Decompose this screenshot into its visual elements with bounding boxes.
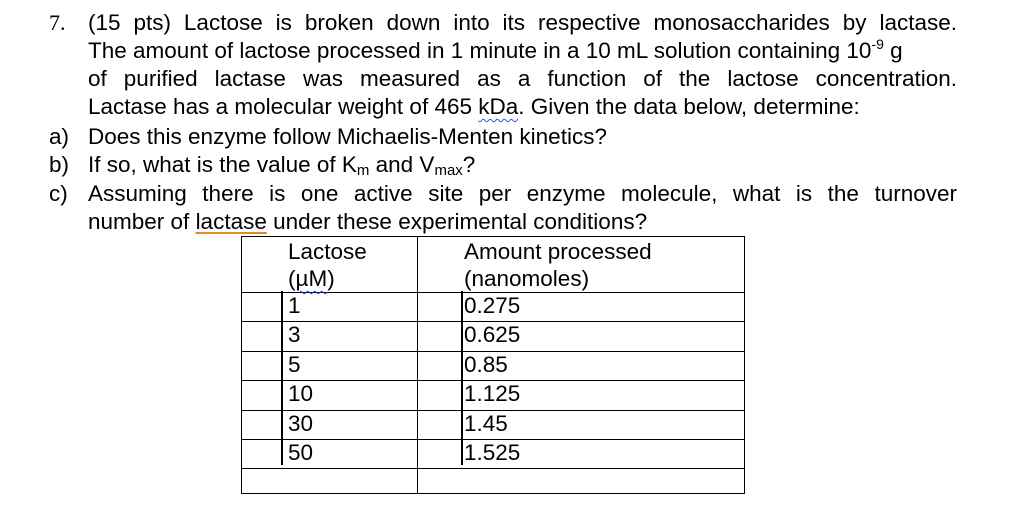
table-row — [242, 381, 745, 410]
header-lactose-label: Lactose — [288, 239, 367, 264]
header-lactose-unit — [288, 265, 417, 292]
part-c-marker: c) — [49, 181, 68, 206]
part-b-text-3: ? — [462, 152, 476, 177]
question-intro-4: Lactase has a molecular weight of 465 — [88, 94, 479, 119]
part-c-text-2b: under these experimental conditions? — [266, 209, 648, 234]
part-a-text: Does this enzyme follow Michaelis-Menten kinetics? — [88, 124, 607, 149]
question-number: 7. — [49, 10, 66, 35]
cell-amount — [418, 469, 745, 494]
question-line-4 — [88, 93, 860, 121]
table-header-row — [242, 237, 745, 293]
unit-open-paren: ( — [288, 266, 296, 291]
data-table — [241, 236, 745, 494]
header-amount-label: Amount processed — [464, 239, 652, 264]
table-row — [242, 439, 745, 468]
part-b-text — [88, 151, 475, 179]
question-intro-1: Lactose is broken down into its respective monosaccharides by lactase. — [183, 10, 957, 35]
question-intro-2: The amount of lactose processed in 1 minute in a 10 mL solution containing 10 — [88, 38, 872, 63]
cell-amount: 0.85 — [418, 351, 745, 380]
question-line-1 — [88, 9, 957, 37]
cell-lactose: 1 — [242, 293, 418, 322]
cell-amount: 0.625 — [418, 322, 745, 351]
question-line-2 — [88, 37, 960, 65]
header-amount — [418, 237, 745, 293]
table-row — [242, 351, 745, 380]
vmax-subscript: max — [434, 162, 463, 179]
cell-lactose: 3 — [242, 322, 418, 351]
cell-lactose: 5 — [242, 351, 418, 380]
kda-word: kDa — [478, 94, 519, 119]
part-c-line-1 — [88, 180, 957, 208]
cell-amount: 0.275 — [418, 293, 745, 322]
header-amount-unit: (nanomoles) — [464, 266, 590, 291]
table-row — [242, 410, 745, 439]
kda-period: . — [518, 94, 525, 119]
question-points: (15 pts) — [88, 10, 171, 35]
cell-amount: 1.45 — [418, 410, 745, 439]
km-subscript: m — [356, 162, 370, 179]
inner-rule-left — [281, 291, 283, 465]
cell-lactose: 10 — [242, 381, 418, 410]
part-c-line-2 — [88, 208, 647, 236]
unit-g: g — [890, 38, 903, 63]
cell-amount: 1.525 — [418, 439, 745, 468]
unit-um: µM — [295, 266, 328, 291]
part-b-marker: b) — [49, 152, 70, 177]
question-intro-5: Given the data below, determine: — [530, 94, 860, 119]
question-line-3 — [88, 65, 957, 93]
question-intro-3: of purified lactase was measured as a function of the lactose concentration. — [88, 66, 957, 91]
inner-rule-right — [461, 291, 463, 465]
table-row — [242, 322, 745, 351]
cell-lactose: 30 — [242, 410, 418, 439]
header-lactose — [242, 237, 418, 293]
part-a-marker: a) — [49, 124, 70, 149]
table-row-blank — [242, 469, 745, 494]
lactase-word: lactase — [195, 209, 267, 234]
cell-amount: 1.125 — [418, 381, 745, 410]
cell-lactose — [242, 469, 418, 494]
exponent: -9 — [871, 36, 884, 52]
part-c-text-2a: number of — [88, 209, 196, 234]
table-row — [242, 293, 745, 322]
part-c-text-1: Assuming there is one active site per enzyme molecule, what is the turnover — [88, 181, 957, 206]
cell-lactose: 50 — [242, 439, 418, 468]
unit-close-paren: ) — [327, 266, 335, 291]
part-b-text-1: If so, what is the value of K — [88, 152, 357, 177]
part-b-text-2: and V — [369, 152, 435, 177]
